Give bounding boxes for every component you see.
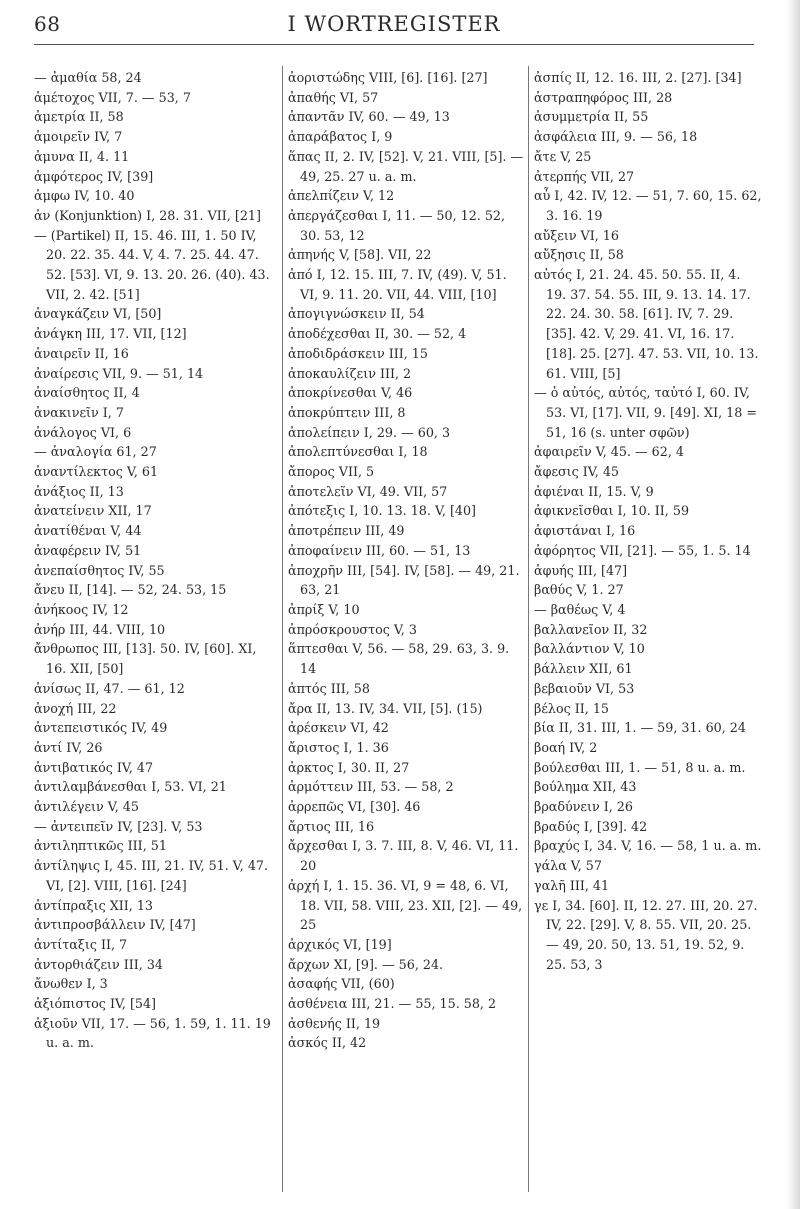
index-entry: βάλλειν XII, 61 [534, 661, 633, 677]
index-entry: ἀοριστώδης VIII, [6]. [16]. [27] [288, 70, 488, 85]
index-entry: ἀποκρύπτειν III, 8 [288, 404, 406, 420]
index-entry: ἀνάγκη III, 17. VII, [12] [34, 326, 187, 342]
index-entry: ἀρκτος I, 30. II, 27 [288, 759, 410, 775]
index-entry: ἀποκαυλίζειν III, 2 [288, 365, 412, 381]
index-entry: ἀσθένεια III, 21. — 55, 15. 58, 2 [288, 996, 497, 1012]
index-entry: ἀμφότερος IV, [39] [34, 168, 154, 184]
index-entry: ἀπαράβατος I, 9 [288, 129, 393, 145]
index-entry: ἄριστος I, 1. 36 [288, 739, 389, 755]
index-entry: ἀρρεπῶς VI, [30]. 46 [288, 799, 421, 815]
running-title: I WORTREGISTER [287, 12, 501, 36]
column-divider-2 [528, 66, 529, 1192]
index-entry: ἀντιπροσβάλλειν IV, [47] [34, 917, 196, 933]
index-entry: ἀναιρεῖν II, 16 [34, 345, 129, 361]
index-entry: ἄνωθεν I, 3 [34, 976, 108, 992]
index-entry: ἀνήρ III, 44. VIII, 10 [34, 621, 166, 637]
index-entry: ἅπας II, 2. IV, [52]. V, 21. VIII, [5]. — 49, 25. 27 u. a. m. [288, 148, 524, 184]
index-entry: ἄρτιος III, 16 [288, 818, 375, 834]
index-entry: ἄπορος VII, 5 [288, 464, 375, 480]
index-entry: ἀφιστάναι I, 16 [534, 523, 636, 539]
index-entry: ἀντιβατικός IV, 47 [34, 759, 154, 775]
index-entry: ἀπρίξ V, 10 [288, 601, 360, 617]
index-entry: ἀναντίλεκτος V, 61 [34, 464, 159, 480]
index-entry: ἀρέσκειν VI, 42 [288, 720, 389, 736]
index-entry: βούλεσθαι III, 1. — 51, 8 u. a. m. [534, 759, 746, 775]
index-entry: ἀντεπειστικός IV, 49 [34, 720, 168, 736]
index-entry: βέλος II, 15 [534, 700, 609, 716]
index-entry: ἀντιλαμβάνεσθαι I, 53. VI, 21 [34, 779, 227, 795]
index-entry: ἀποκρίνεσθαι V, 46 [288, 385, 413, 401]
index-entry: ἀποχρῆν III, [54]. IV, [58]. — 49, 21. 63, 21 [288, 562, 520, 598]
index-entry: βαθύς V, 1. 27 [534, 582, 624, 598]
index-entry: — (Partikel) II, 15. 46. III, 1. 50 IV, 20. 22. 35. 44. V, 4. 7. 25. 44. 47. 52. [53]. VI, 9. 13. 20. 26. (40). 43. VII, 2. 42. [51] [34, 227, 270, 302]
index-entry: — βαθέως V, 4 [534, 601, 626, 617]
index-entry: ἀσκός II, 42 [288, 1035, 367, 1051]
index-entry: ἀμυνα II, 4. 11 [34, 148, 130, 164]
index-entry: ἀστραπηφόρος III, 28 [534, 89, 673, 105]
index-entry: ἀσαφής VII, (60) [288, 976, 395, 992]
index-entry: ἀνακινεῖν I, 7 [34, 404, 124, 420]
index-entry: ἀπαντᾶν IV, 60. — 49, 13 [288, 109, 450, 125]
index-entry: βραχύς I, 34. V, 16. — 58, 1 u. a. m. [534, 838, 762, 854]
index-entry: βία II, 31. III, 1. — 59, 31. 60, 24 [534, 720, 746, 736]
index-entry: ἀνατείνειν XII, 17 [34, 503, 152, 519]
index-entry: αὔξειν VI, 16 [534, 227, 619, 243]
index-entry: ἄφεσις IV, 45 [534, 464, 619, 480]
page-edge-shadow [786, 0, 800, 1209]
index-entry: ἁρμόττειν III, 53. — 58, 2 [288, 779, 454, 795]
index-entry: ἀντιληπτικῶς III, 51 [34, 838, 167, 854]
index-entry: γαλῆ III, 41 [534, 877, 610, 893]
index-entry: αὐτός I, 21. 24. 45. 50. 55. II, 4. 19. 37. 54. 55. III, 9. 13. 14. 17. 22. 24. 30. 58. [61]. IV, 7. 29. [35]. 42. V, 29. 41. VI, 16. 17. [18]. 25. [27]. 47. 53. VII, 10. 13. 61. VIII, [5] [534, 267, 759, 381]
index-entry: ἀσφάλεια III, 9. — 56, 18 [534, 129, 698, 145]
index-entry: ἀνατίθέναι V, 44 [34, 523, 142, 539]
index-entry: ἀνοχή III, 22 [34, 700, 117, 716]
index-entry: ἀποτελεῖν VI, 49. VII, 57 [288, 483, 448, 499]
index-entry: ἀπογιγνώσκειν II, 54 [288, 306, 425, 322]
index-entry: ἄνευ II, [14]. — 52, 24. 53, 15 [34, 582, 227, 598]
index-column-3 [534, 68, 764, 1193]
index-entry: ἀναφέρειν IV, 51 [34, 542, 142, 558]
index-entry: ἀνήκοος IV, 12 [34, 601, 129, 617]
index-entry: ἀντίληψις I, 45. III, 21. IV, 51. V, 47. VI, [2]. VIII, [16]. [24] [34, 858, 268, 893]
index-entry: ἀπτός III, 58 [288, 680, 370, 696]
index-entry: ἀπελπίζειν V, 12 [288, 188, 395, 204]
index-entry: βραδύνειν I, 26 [534, 799, 633, 815]
column-divider-1 [282, 66, 283, 1192]
index-entry: ἀσθενής II, 19 [288, 1015, 381, 1031]
index-entry: ἀφιέναι II, 15. V, 9 [534, 483, 654, 499]
index-entry: βούλημα XII, 43 [534, 779, 637, 795]
index-entry: ἀφόρητος VII, [21]. — 55, 1. 5. 14 [534, 542, 751, 558]
index-entry: ἀσπίς II, 12. 16. III, 2. [27]. [34] [534, 70, 742, 85]
index-entry: ἀνεπαίσθητος IV, 55 [34, 562, 165, 578]
index-entry: βραδύς I, [39]. 42 [534, 818, 648, 834]
index-entry: ἀμοιρεῖν IV, 7 [34, 129, 123, 145]
index-column-1 [34, 68, 272, 1193]
index-entry: ἀπρόσκρουστος V, 3 [288, 621, 417, 637]
index-entry: ἀπολείπειν I, 29. — 60, 3 [288, 424, 451, 440]
index-entry: ἀπό I, 12. 15. III, 7. IV, (49). V, 51. VI, 9. 11. 20. VII, 44. VIII, [10] [288, 267, 507, 302]
index-entry: ἄρχων XI, [9]. — 56, 24. [288, 956, 444, 972]
index-entry: βαλλάντιον V, 10 [534, 641, 645, 657]
index-entry: ἀποφαίνειν III, 60. — 51, 13 [288, 542, 471, 558]
index-entry: ἀποτρέπειν III, 49 [288, 523, 405, 539]
index-entry: ἀντί IV, 26 [34, 739, 103, 755]
index-entry: ἀποδιδράσκειν III, 15 [288, 345, 428, 361]
index-entry: ἀμέτοχος VII, 7. — 53, 7 [34, 89, 191, 105]
index-entry: ἀναίρεσις VII, 9. — 51, 14 [34, 365, 204, 381]
index-entry: ἅπτεσθαι V, 56. — 58, 29. 63, 3. 9. 14 [288, 641, 510, 677]
index-entry: — ἀναλογία 61, 27 [34, 444, 157, 460]
index-column-2 [288, 68, 524, 1193]
index-entry: ἀναίσθητος II, 4 [34, 385, 140, 401]
index-entry: ἀφυής III, [47] [534, 562, 628, 578]
index-entry: — ἀμαθία 58, 24 [34, 70, 142, 85]
index-entry: βοαή IV, 2 [534, 739, 598, 755]
index-entry: ἀμετρία II, 58 [34, 109, 124, 125]
index-entry: ἄτε V, 25 [534, 148, 592, 164]
index-entry: γε I, 34. [60]. II, 12. 27. III, 20. 27. IV, 22. [29]. V, 8. 55. VII, 20. 25. — 49, 20. 50, 13. 51, 19. 52, 9. 25. 53, 3 [534, 897, 758, 972]
index-entry: ἀποδέχεσθαι II, 30. — 52, 4 [288, 326, 467, 342]
index-entry: ἀτερπής VII, 27 [534, 168, 635, 184]
index-entry: — ὁ αὐτός, αὐτός, ταὐτό I, 60. IV, 53. VI, [17]. VII, 9. [49]. XI, 18 = 51, 16 (s. unter σφῶν) [534, 385, 757, 440]
header-rule [34, 44, 754, 45]
index-entry: ἀντιλέγειν V, 45 [34, 799, 139, 815]
index-entry: — ἀντειπεῖν IV, [23]. V, 53 [34, 818, 203, 834]
index-entry: ἄνθρωπος III, [13]. 50. IV, [60]. XI, 16. XII, [50] [34, 641, 257, 677]
index-entry: ἀν (Konjunktion) I, 28. 31. VII, [21] [34, 207, 261, 223]
index-entry: ἀρχή I, 1. 15. 36. VI, 9 = 48, 6. VI, 18. VII, 58. VIII, 23. XII, [2]. — 49, 25 [288, 877, 523, 933]
index-entry: ἀξιοῦν VII, 17. — 56, 1. 59, 1. 11. 19 u. a. m. [34, 1015, 271, 1051]
index-entry: ἄρχεσθαι I, 3. 7. III, 8. V, 46. VI, 11. 20 [288, 838, 519, 874]
index-entry: ἄρα II, 13. IV, 34. VII, [5]. (15) [288, 700, 483, 716]
index-entry: ἀρχικός VI, [19] [288, 936, 392, 952]
index-entry: ἀνάλογος VI, 6 [34, 424, 132, 440]
page-number: 68 [34, 12, 61, 36]
index-entry: ἀπηνής V, [58]. VII, 22 [288, 247, 432, 263]
index-entry: ἀσυμμετρία II, 55 [534, 109, 649, 125]
index-entry: ἀπότεξις I, 10. 13. 18. V, [40] [288, 503, 476, 519]
index-entry: βαλλανεῖον II, 32 [534, 621, 648, 637]
index-entry: ἀπεργάζεσθαι I, 11. — 50, 12. 52, 30. 53, 12 [288, 207, 506, 243]
index-entry: ἀφαιρεῖν V, 45. — 62, 4 [534, 444, 684, 460]
index-entry: αὔξησις II, 58 [534, 247, 624, 263]
index-entry: ἀναγκάζειν VI, [50] [34, 306, 162, 322]
index-entry: ἀνίσως II, 47. — 61, 12 [34, 680, 185, 696]
index-entry: ἀφικνεῖσθαι I, 10. II, 59 [534, 503, 690, 519]
index-entry: ἀξιόπιστος IV, [54] [34, 996, 157, 1012]
index-entry: βεβαιοῦν VI, 53 [534, 680, 635, 696]
index-entry: ἀντίταξις II, 7 [34, 936, 128, 952]
index-entry: ἀνάξιος II, 13 [34, 483, 124, 499]
index-entry: αὖ I, 42. IV, 12. — 51, 7. 60, 15. 62, 3. 16. 19 [534, 188, 762, 223]
index-entry: ἀπολεπτύνεσθαι I, 18 [288, 444, 428, 460]
index-entry: ἀμφω IV, 10. 40 [34, 188, 135, 204]
index-entry: ἀπαθής VI, 57 [288, 89, 379, 105]
index-entry: γάλα V, 57 [534, 858, 602, 874]
index-columns [34, 68, 764, 1193]
index-entry: ἀντορθιάζειν III, 34 [34, 956, 163, 972]
index-entry: ἀντίπραξις XII, 13 [34, 897, 154, 913]
